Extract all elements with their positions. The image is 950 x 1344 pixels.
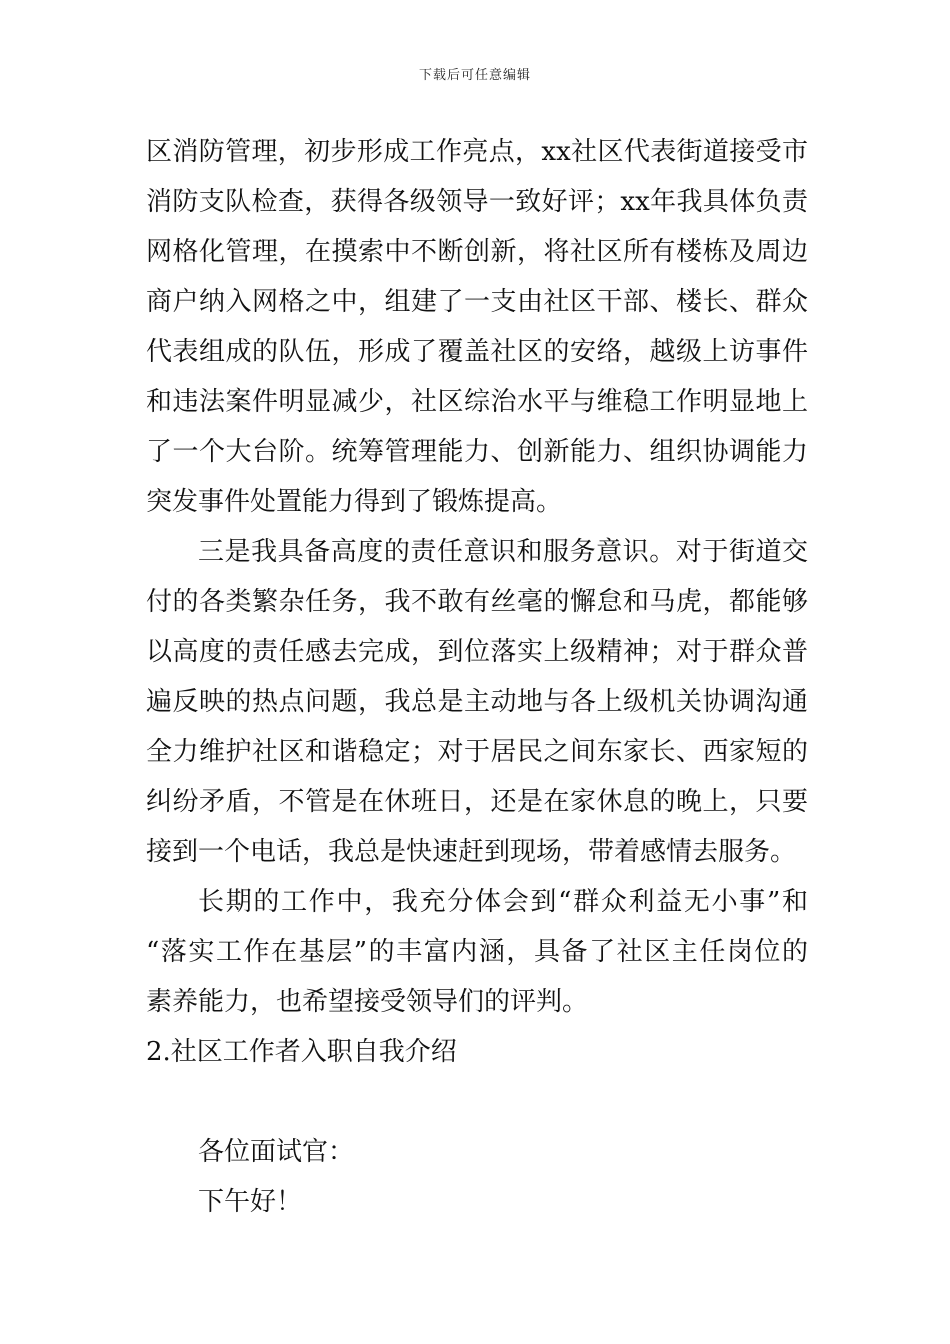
text-line: 了一个大台阶。统筹管理能力、创新能力、组织协调能力	[146, 437, 808, 467]
text-line: 付的各类繁杂任务，我不敢有丝毫的懈怠和马虎，都能够	[146, 587, 808, 617]
text-line: 以高度的责任感去完成，到位落实上级精神；对于群众普	[146, 637, 808, 667]
text-line: 遍反映的热点问题，我总是主动地与各上级机关协调沟通	[146, 687, 808, 717]
text-line: 代表组成的队伍，形成了覆盖社区的安络，越级上访事件	[146, 337, 808, 367]
text-line: 素养能力，也希望接受领导们的评判。	[146, 987, 589, 1017]
text-line: 消防支队检查，获得各级领导一致好评；xx年我具体负责	[146, 187, 808, 217]
section-heading: 2.社区工作者入职自我介绍	[146, 1037, 457, 1067]
text-line: 网格化管理，在摸索中不断创新，将社区所有楼栋及周边	[146, 237, 808, 267]
paragraph-first-line: 三是我具备高度的责任意识和服务意识。对于街道交	[198, 537, 808, 567]
text-line: 全力维护社区和谐稳定；对于居民之间东家长、西家短的	[146, 737, 808, 767]
text-line: 区消防管理，初步形成工作亮点，xx社区代表街道接受市	[146, 137, 808, 167]
salutation: 各位面试官：	[198, 1137, 355, 1167]
greeting: 下午好！	[198, 1187, 303, 1217]
paragraph-first-line: 长期的工作中，我充分体会到“群众利益无小事”和	[198, 887, 808, 917]
text-line: 接到一个电话，我总是快速赶到现场，带着感情去服务。	[146, 837, 797, 867]
text-line: 商户纳入网格之中，组建了一支由社区干部、楼长、群众	[146, 287, 808, 317]
text-line: 和违法案件明显减少，社区综治水平与维稳工作明显地上	[146, 387, 808, 417]
text-line: 纠纷矛盾，不管是在休班日，还是在家休息的晚上，只要	[146, 787, 808, 817]
text-line: 突发事件处置能力得到了锻炼提高。	[146, 487, 563, 517]
page-header: 下载后可任意编辑	[418, 68, 531, 83]
text-line: “落实工作在基层”的丰富内涵，具备了社区主任岗位的	[146, 937, 808, 967]
